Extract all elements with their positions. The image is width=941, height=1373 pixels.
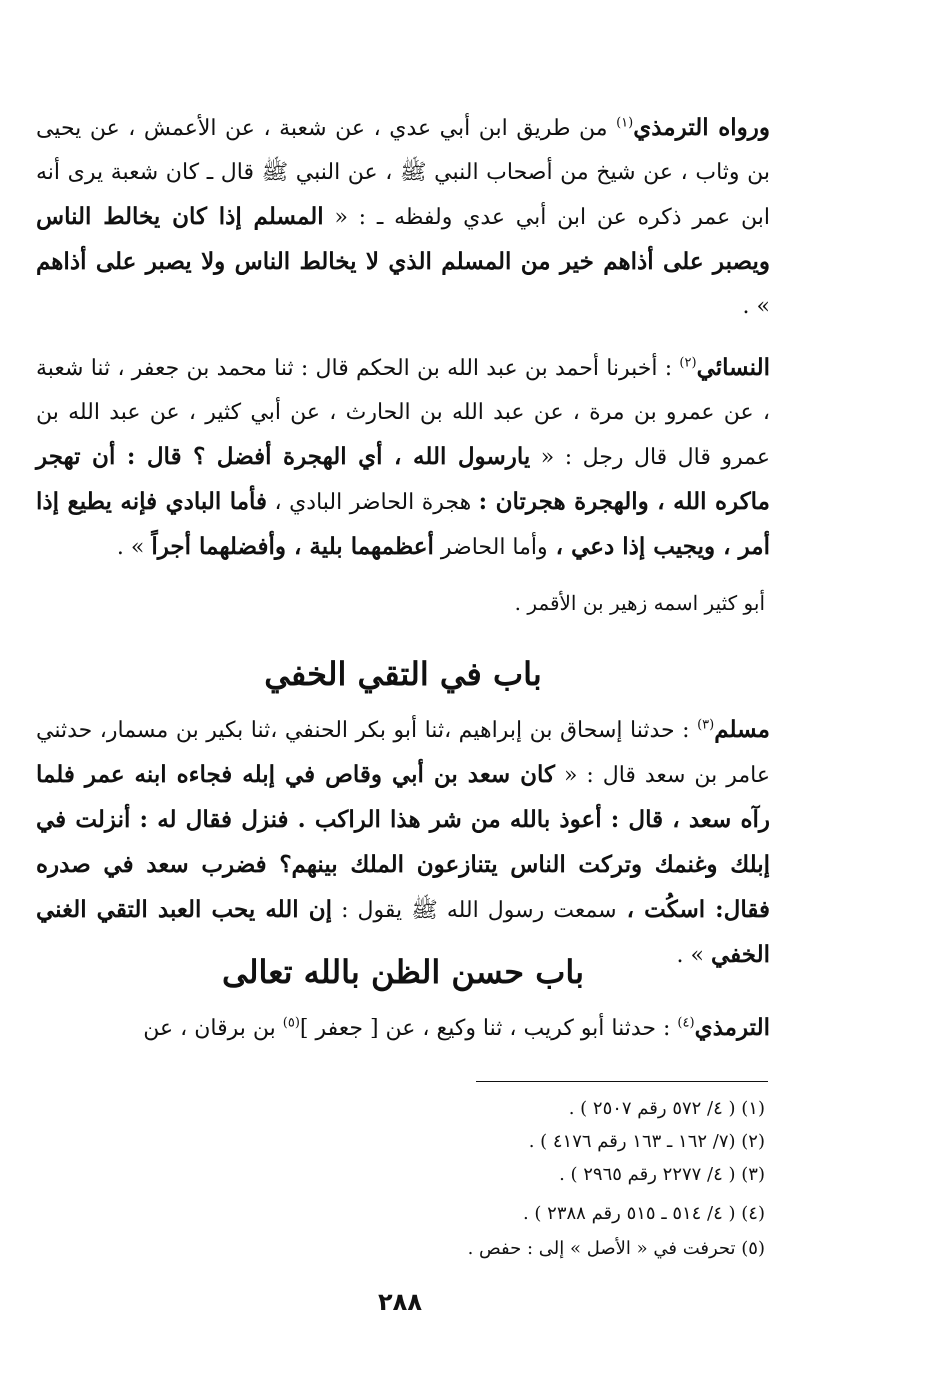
narrator-name: مسلم [714,716,770,743]
hadith-quote: المسلم إذا كان يخالط الناس ويصبر على أذاهم خير من المسلم الذي لا يخالط الناس ولا يصبر على أذاهم [36,203,770,275]
footnote: (٥) تحرفت في « الأصل » إلى : حفص . [467,1238,765,1259]
narrator-name: النسائي [696,354,770,381]
isnad-text: : حدثنا إسحاق بن إبراهيم ،ثنا أبو بكر الحنفي ،ثنا بكير بن مسمار، حدثني عامر بن سعد قال : « [36,718,770,788]
hadith-text: سمعت رسول الله ﷺ يقول : [332,898,617,923]
footnote: (١) ( ٤/ ٥٧٢ رقم ٢٥٠٧ ) . [568,1098,765,1119]
paragraph-tirmidhi-2 [36,1006,770,1051]
paragraph-muslim [36,708,770,978]
quote-end: » . [676,943,711,968]
narrator-name: الترمذي [694,1014,770,1041]
quote-end: » . [742,294,770,319]
narrator-name: ورواه الترمذي [633,114,770,141]
footnote-ref: (٣) [697,717,715,733]
narrator-note: أبو كثير اسمه زهير بن الأقمر . [514,591,765,615]
paragraph-nasai [36,346,770,570]
footnote-ref: (٢) [679,355,697,371]
paragraph-tirmidhi-1 [36,106,770,329]
hadith-quote: كان سعد بن أبي وقاص في إبله فجاءه ابنه عمر فلما رآه سعد ، قال : أعوذ بالله من شر هذا الراكب . فنزل فقال له : أنزلت في إبلك وغنمك وتركت الناس يتنازعون الملك بينهم؟ فضرب سعد في صدره فقال: اسكُت ، [36,761,771,923]
footnote-ref: (٤) [677,1015,695,1031]
section-heading: باب في التقي الخفي [264,655,542,693]
isnad-text: : حدثنا أبو كريب ، ثنا وكيع ، عن [ جعفر ] [299,1016,678,1041]
footnote: (٢) (٧/ ١٦٢ ـ ١٦٣ رقم ٤١٧٦ ) . [528,1131,765,1152]
footnote-ref: (١) [616,115,634,131]
hadith-quote: إن الله يحب العبد التقي الغني الخفي [36,896,770,968]
quote-end: » . [116,535,152,560]
footnote: (٤) ( ٤/ ٥١٤ ـ ٥١٥ رقم ٢٣٨٨ ) . [522,1203,765,1224]
hadith-text: هجرة الحاضر البادي ، [267,490,479,515]
hadith-text: وأما الحاضر [433,535,548,560]
section-heading: باب حسن الظن بالله تعالى [222,953,584,991]
footnote-divider [476,1081,768,1082]
isnad-text: من طريق ابن أبي عدي ، عن شعبة ، عن الأعمش ، عن يحيى بن وثاب ، عن شيخ من أصحاب النبي ﷺ ، عن النبي ﷺ قال ـ كان شعبة يرى أنه ابن عمر ذكره عن ابن أبي عدي ولفظه ـ : « [36,116,770,230]
footnote: (٣) ( ٤/ ٢٢٧٧ رقم ٢٩٦٥ ) . [559,1164,765,1185]
hadith-quote: أعظمهما بلية ، وأفضلهما أجراً [151,533,434,560]
isnad-text: بن برقان ، عن [143,1016,283,1041]
hadith-quote: يارسول الله ، أي الهجرة أفضل ؟ قال : أن تهجر ماكره الله ، والهجرة هجرتان : [36,443,770,515]
page-number: ٢٨٨ [378,1288,422,1316]
footnote-ref: (٥) [282,1015,300,1031]
isnad-text: : أخبرنا أحمد بن عبد الله بن الحكم قال : ثنا محمد بن جعفر ، ثنا شعبة ، عن عمرو بن مرة ، عن عبد الله بن الحارث ، عن أبي كثير ، عن عبد الله بن عمرو قال قال رجل : « [36,356,770,470]
hadith-quote: فأما البادي فإنه يطيع إذا أمر ، ويجيب إذا دعي ، [36,488,770,560]
